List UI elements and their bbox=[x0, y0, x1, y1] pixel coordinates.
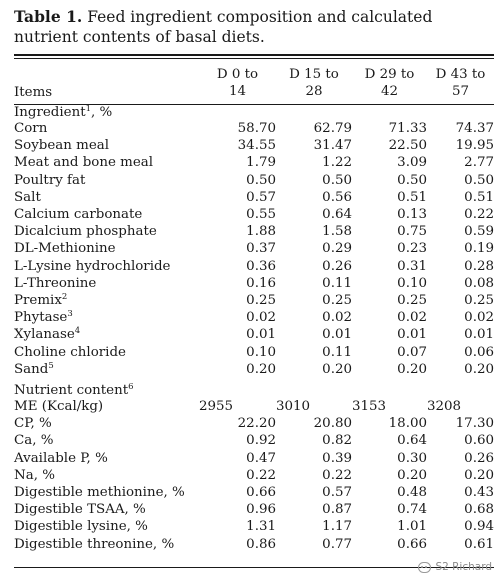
cell-value: 22.50 bbox=[388, 138, 427, 154]
table-row bbox=[14, 275, 494, 292]
cell-value: 0.19 bbox=[464, 241, 494, 257]
cell-value: 0.66 bbox=[397, 536, 427, 552]
header-col-3: D 29 to 42 bbox=[364, 67, 415, 99]
cell-value: 0.23 bbox=[397, 241, 427, 257]
cell-value: 1.31 bbox=[246, 519, 276, 535]
table-row bbox=[14, 450, 494, 467]
header-items: Items bbox=[14, 85, 53, 100]
table-row bbox=[14, 206, 494, 223]
table-label: Table 1. bbox=[14, 7, 83, 26]
cell-value: 1.17 bbox=[322, 519, 352, 535]
table-row bbox=[14, 258, 494, 275]
top-rule-inner bbox=[14, 58, 494, 59]
row-label: Available P, % bbox=[14, 450, 108, 466]
row-label: Phytase$^3$ bbox=[14, 309, 73, 326]
cell-value: 0.96 bbox=[246, 502, 276, 518]
watermark bbox=[418, 561, 492, 573]
table-row bbox=[14, 398, 494, 415]
cell-value: 0.87 bbox=[322, 502, 352, 518]
cell-value: 0.39 bbox=[322, 450, 352, 466]
cell-value: 0.47 bbox=[246, 450, 276, 466]
cell-value: 1.22 bbox=[322, 155, 352, 171]
cell-value: 0.50 bbox=[322, 172, 352, 188]
cell-value: 3010 bbox=[276, 399, 311, 415]
cell-value: 0.74 bbox=[397, 502, 427, 518]
ingredient-section-label: Ingredient$^1$, % bbox=[14, 104, 113, 120]
cell-value: 58.70 bbox=[237, 121, 276, 136]
cell-value: 2955 bbox=[199, 399, 234, 415]
cell-value: 0.16 bbox=[246, 275, 276, 291]
cell-value: 0.68 bbox=[464, 502, 494, 518]
cell-value: 0.01 bbox=[464, 327, 494, 343]
cell-value: 0.10 bbox=[397, 275, 427, 291]
row-label: Salt bbox=[14, 189, 41, 205]
table-row bbox=[14, 240, 494, 257]
cell-value: 0.61 bbox=[464, 536, 494, 552]
cell-value: 0.64 bbox=[322, 207, 352, 223]
cell-value: 0.11 bbox=[322, 275, 352, 291]
table-row bbox=[14, 361, 494, 378]
cell-value: 0.56 bbox=[322, 189, 352, 205]
row-label: DL-Methionine bbox=[14, 241, 116, 257]
row-label: L-Lysine hydrochloride bbox=[14, 258, 171, 274]
cell-value: 0.07 bbox=[397, 344, 427, 360]
cell-value: 0.92 bbox=[246, 433, 276, 449]
row-label: Digestible methionine, % bbox=[14, 485, 185, 501]
composition-table bbox=[14, 62, 494, 553]
row-label: Digestible threonine, % bbox=[14, 536, 175, 552]
table-row bbox=[14, 120, 494, 137]
row-label: Choline chloride bbox=[14, 344, 126, 360]
cell-value: 0.25 bbox=[322, 293, 352, 309]
cell-value: 0.59 bbox=[464, 224, 494, 240]
cell-value: 0.66 bbox=[246, 485, 276, 501]
table-row bbox=[14, 189, 494, 206]
cell-value: 0.08 bbox=[464, 275, 494, 291]
nutrient-section bbox=[14, 378, 494, 398]
nutrient-section-label: Nutrient content$^6$ bbox=[14, 382, 134, 399]
cell-value: 31.47 bbox=[313, 138, 352, 154]
cell-value: 0.77 bbox=[322, 536, 352, 552]
row-label: Xylanase$^4$ bbox=[14, 326, 81, 343]
row-label: L-Threonine bbox=[14, 275, 97, 291]
row-label: Sand$^5$ bbox=[14, 360, 54, 377]
row-label: ME (Kcal/kg) bbox=[14, 399, 104, 415]
cell-value: 0.20 bbox=[397, 361, 427, 377]
table-row bbox=[14, 415, 494, 432]
cell-value: 0.02 bbox=[246, 310, 276, 326]
cell-value: 0.51 bbox=[464, 189, 494, 205]
cell-value: 0.02 bbox=[397, 310, 427, 326]
table-row bbox=[14, 154, 494, 171]
cell-value: 0.29 bbox=[322, 241, 352, 257]
cell-value: 17.30 bbox=[455, 416, 494, 432]
cell-value: 0.02 bbox=[322, 310, 352, 326]
cell-value: 0.50 bbox=[397, 172, 427, 188]
row-label: Calcium carbonate bbox=[14, 207, 143, 223]
cell-value: 19.95 bbox=[455, 138, 494, 154]
cell-value: 0.51 bbox=[397, 189, 427, 205]
cell-value: 0.22 bbox=[322, 467, 352, 483]
cell-value: 0.25 bbox=[397, 293, 427, 309]
row-label: Digestible lysine, % bbox=[14, 519, 148, 535]
header-col-4: D 43 to 57 bbox=[435, 67, 486, 99]
cell-value: 0.55 bbox=[246, 207, 276, 223]
table-caption bbox=[14, 7, 492, 47]
table-row bbox=[14, 172, 494, 189]
table-row bbox=[14, 484, 494, 501]
table-row bbox=[14, 309, 494, 326]
cell-value: 0.22 bbox=[464, 207, 494, 223]
cell-value: 0.20 bbox=[246, 361, 276, 377]
table-row bbox=[14, 432, 494, 449]
table-row bbox=[14, 501, 494, 518]
cell-value: 0.02 bbox=[464, 310, 494, 326]
table-row bbox=[14, 137, 494, 154]
cell-value: 0.48 bbox=[397, 485, 427, 501]
table-row bbox=[14, 223, 494, 240]
cell-value: 1.79 bbox=[246, 155, 276, 171]
cell-value: 0.11 bbox=[322, 344, 352, 360]
row-label: Ca, % bbox=[14, 433, 54, 449]
cell-value: 22.20 bbox=[237, 416, 276, 432]
row-label: Na, % bbox=[14, 467, 55, 483]
cell-value: 0.30 bbox=[397, 450, 427, 466]
cell-value: 20.80 bbox=[313, 416, 352, 432]
cell-value: 0.86 bbox=[246, 536, 276, 552]
cell-value: 1.01 bbox=[397, 519, 427, 535]
row-label: Meat and bone meal bbox=[14, 155, 154, 171]
cell-value: 0.50 bbox=[246, 172, 276, 188]
table-row bbox=[14, 518, 494, 535]
cell-value: 0.50 bbox=[464, 172, 494, 188]
cell-value: 0.94 bbox=[464, 519, 494, 535]
cell-value: 0.25 bbox=[246, 293, 276, 309]
cell-value: 0.43 bbox=[464, 485, 494, 501]
header-col-2: D 15 to 28 bbox=[289, 67, 339, 99]
top-rule bbox=[14, 54, 494, 56]
cell-value: 62.79 bbox=[313, 121, 352, 136]
cell-value: 0.20 bbox=[464, 361, 494, 377]
table-row bbox=[14, 292, 494, 309]
cell-value: 0.25 bbox=[464, 293, 494, 309]
wechat-icon bbox=[418, 562, 431, 573]
table-row bbox=[14, 467, 494, 484]
cell-value: 3208 bbox=[427, 399, 462, 415]
cell-value: 0.82 bbox=[322, 433, 352, 449]
cell-value: 0.37 bbox=[246, 241, 276, 257]
cell-value: 0.28 bbox=[464, 258, 494, 274]
cell-value: 3.09 bbox=[397, 155, 427, 171]
table-row bbox=[14, 344, 494, 361]
cell-value: 1.88 bbox=[246, 224, 276, 240]
cell-value: 0.20 bbox=[397, 467, 427, 483]
header-row bbox=[14, 62, 494, 100]
caption-text: Feed ingredient composition and calculated nutrient contents of basal diets. bbox=[14, 8, 433, 46]
cell-value: 0.75 bbox=[397, 224, 427, 240]
row-label: Digestible TSAA, % bbox=[14, 502, 146, 518]
cell-value: 0.22 bbox=[246, 467, 276, 483]
ingredient-section bbox=[14, 100, 494, 120]
watermark-text: S2 Richard bbox=[435, 561, 492, 573]
cell-value: 0.01 bbox=[322, 327, 352, 343]
cell-value: 0.31 bbox=[397, 258, 427, 274]
cell-value: 74.37 bbox=[455, 121, 494, 136]
row-label: Corn bbox=[14, 121, 48, 136]
cell-value: 0.26 bbox=[464, 450, 494, 466]
row-label: Premix$^2$ bbox=[14, 292, 68, 309]
cell-value: 0.20 bbox=[464, 467, 494, 483]
cell-value: 2.77 bbox=[464, 155, 494, 171]
cell-value: 34.55 bbox=[237, 138, 276, 154]
cell-value: 0.20 bbox=[322, 361, 352, 377]
cell-value: 1.58 bbox=[322, 224, 352, 240]
row-label: CP, % bbox=[14, 416, 52, 432]
row-label: Soybean meal bbox=[14, 138, 110, 154]
cell-value: 0.57 bbox=[246, 189, 276, 205]
cell-value: 0.06 bbox=[464, 344, 494, 360]
cell-value: 0.57 bbox=[322, 485, 352, 501]
cell-value: 0.60 bbox=[464, 433, 494, 449]
cell-value: 18.00 bbox=[388, 416, 427, 432]
cell-value: 0.64 bbox=[397, 433, 427, 449]
cell-value: 0.26 bbox=[322, 258, 352, 274]
cell-value: 0.10 bbox=[246, 344, 276, 360]
table-row bbox=[14, 326, 494, 343]
row-label: Dicalcium phosphate bbox=[14, 224, 157, 240]
table-row bbox=[14, 536, 494, 553]
cell-value: 0.01 bbox=[246, 327, 276, 343]
cell-value: 0.01 bbox=[397, 327, 427, 343]
cell-value: 3153 bbox=[352, 399, 387, 415]
header-col-1: D 0 to 14 bbox=[216, 67, 259, 99]
row-label: Poultry fat bbox=[14, 172, 86, 188]
cell-value: 71.33 bbox=[388, 121, 427, 136]
cell-value: 0.13 bbox=[397, 207, 427, 223]
cell-value: 0.36 bbox=[246, 258, 276, 274]
